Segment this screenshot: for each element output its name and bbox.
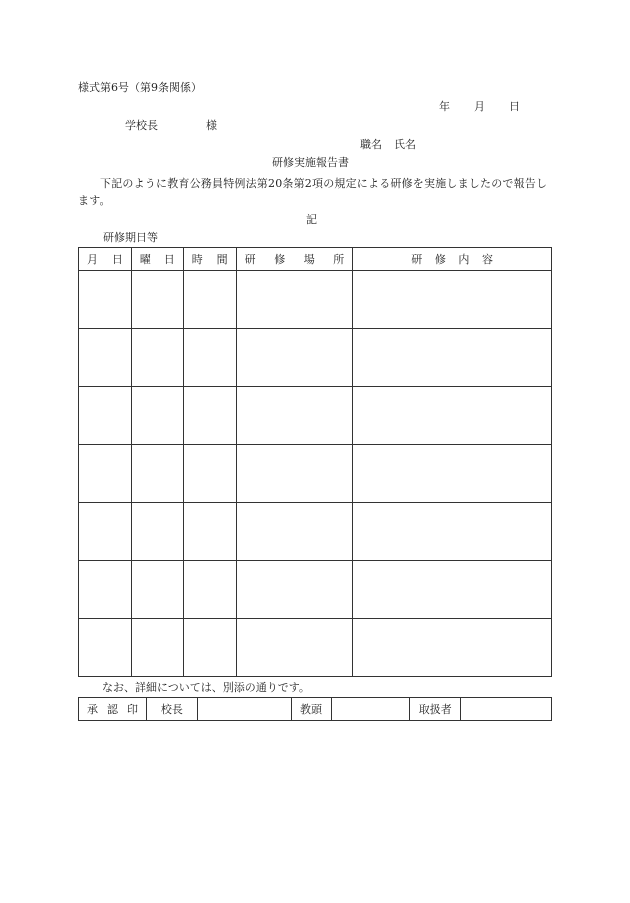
header-char: 月 [87, 253, 98, 266]
header-time [183, 248, 236, 271]
author-position: 職名 [360, 138, 382, 151]
cell-weekday[interactable] [131, 503, 183, 561]
table-row [79, 619, 552, 677]
cell-date[interactable] [79, 561, 132, 619]
header-char: 修 [274, 253, 286, 266]
cell-time[interactable] [183, 503, 236, 561]
header-char: 所 [333, 253, 345, 266]
header-char: 日 [111, 253, 123, 266]
cell-weekday[interactable] [131, 271, 183, 329]
cell-weekday[interactable] [131, 329, 183, 387]
cell-weekday[interactable] [131, 445, 183, 503]
cell-place[interactable] [236, 387, 353, 445]
cell-date[interactable] [79, 503, 132, 561]
cell-content[interactable] [353, 619, 552, 677]
header-char: 時 [191, 253, 203, 266]
header-char: 容 [481, 253, 493, 266]
approval-principal-label: 校長 [146, 698, 197, 721]
cell-place[interactable] [236, 329, 353, 387]
approval-table [78, 697, 552, 721]
header-char: 研 [244, 253, 256, 266]
header-char: 修 [434, 253, 446, 266]
header-char: 日 [163, 253, 175, 266]
cell-date[interactable] [79, 445, 132, 503]
form-number: 様式第6号（第9条関係） [78, 81, 202, 94]
body-text: 下記のように教育公務員特例法第20条第2項の規定による研修を実施しましたので報告します。 [78, 177, 548, 207]
header-char: 曜 [139, 253, 151, 266]
cell-place[interactable] [236, 445, 353, 503]
cell-time[interactable] [183, 561, 236, 619]
cell-date[interactable] [79, 271, 132, 329]
approval-vice-principal-seal[interactable] [331, 698, 410, 721]
cell-weekday[interactable] [131, 619, 183, 677]
header-date [79, 248, 132, 271]
table-row [79, 387, 552, 445]
cell-content[interactable] [353, 503, 552, 561]
table-row [79, 561, 552, 619]
cell-content[interactable] [353, 271, 552, 329]
cell-content[interactable] [353, 561, 552, 619]
cell-time[interactable] [183, 619, 236, 677]
ki-marker: 記 [306, 213, 317, 226]
cell-weekday[interactable] [131, 561, 183, 619]
table-row [79, 445, 552, 503]
addressee-honorific: 様 [206, 119, 217, 132]
cell-content[interactable] [353, 387, 552, 445]
approval-label [79, 698, 147, 721]
cell-date[interactable] [79, 329, 132, 387]
date-line [439, 100, 520, 114]
table-header-row [79, 248, 552, 271]
cell-place[interactable] [236, 619, 353, 677]
date-day: 日 [509, 100, 520, 113]
approval-label-char: 認 [106, 703, 118, 716]
cell-date[interactable] [79, 619, 132, 677]
author-name: 氏名 [394, 138, 416, 151]
approval-row [79, 698, 552, 721]
header-content [353, 248, 552, 271]
cell-weekday[interactable] [131, 387, 183, 445]
header-weekday [131, 248, 183, 271]
period-label: 研修期日等 [103, 231, 158, 244]
addressee [125, 119, 217, 133]
table-row [79, 329, 552, 387]
cell-time[interactable] [183, 329, 236, 387]
cell-time[interactable] [183, 271, 236, 329]
table-row [79, 503, 552, 561]
cell-place[interactable] [236, 503, 353, 561]
cell-time[interactable] [183, 387, 236, 445]
approval-principal-seal[interactable] [197, 698, 291, 721]
header-char: 場 [303, 253, 315, 266]
addressee-principal: 学校長 [125, 119, 158, 132]
approval-handler-seal[interactable] [461, 698, 552, 721]
header-char: 内 [458, 253, 470, 266]
header-char: 研 [411, 253, 423, 266]
approval-label-char: 承 [87, 703, 98, 716]
author-line [360, 138, 416, 152]
cell-time[interactable] [183, 445, 236, 503]
cell-place[interactable] [236, 271, 353, 329]
cell-place[interactable] [236, 561, 353, 619]
date-year: 年 [439, 100, 450, 113]
document-title: 研修実施報告書 [272, 156, 349, 169]
date-month: 月 [474, 100, 485, 113]
note-text: なお、詳細については、別添の通りです。 [102, 681, 310, 694]
header-char: 間 [216, 253, 228, 266]
header-place [236, 248, 353, 271]
approval-handler-label: 取扱者 [410, 698, 461, 721]
training-record-table [78, 247, 552, 677]
approval-label-char: 印 [126, 703, 138, 716]
table-row [79, 271, 552, 329]
approval-vice-principal-label: 教頭 [291, 698, 331, 721]
cell-content[interactable] [353, 329, 552, 387]
cell-date[interactable] [79, 387, 132, 445]
cell-content[interactable] [353, 445, 552, 503]
